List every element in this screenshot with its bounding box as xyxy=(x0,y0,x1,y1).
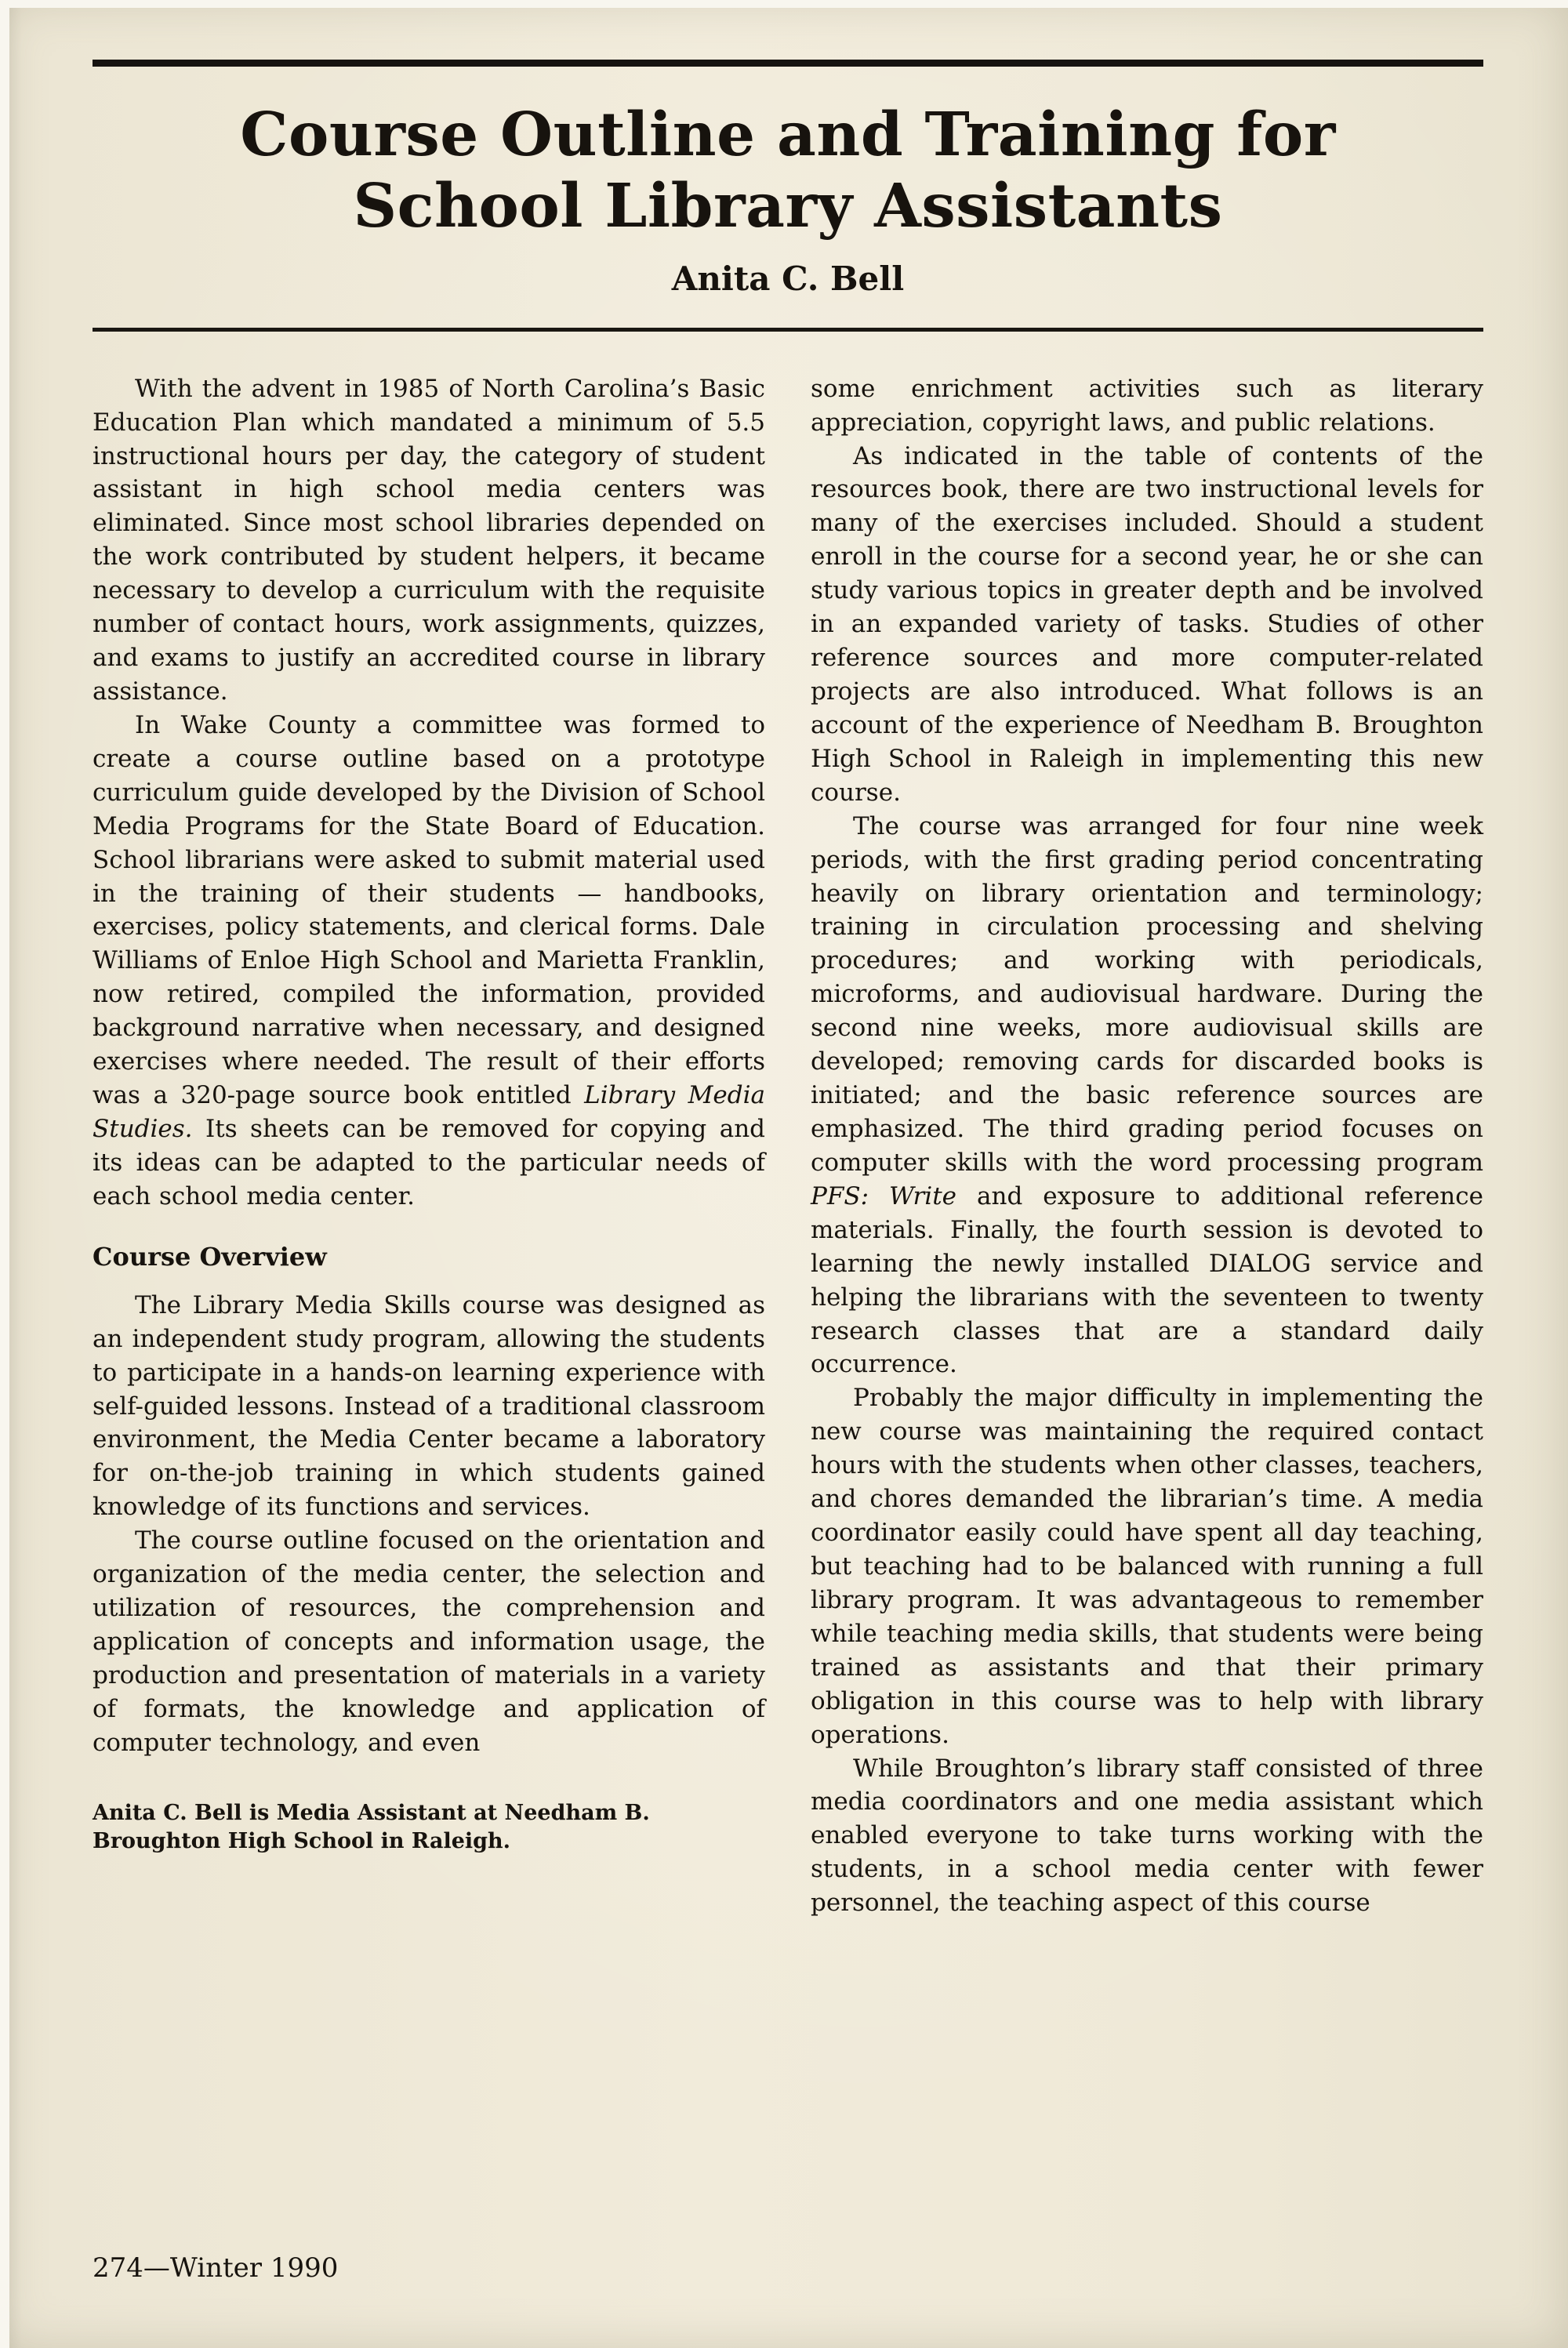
paragraph-3: The Library Media Skills course was designed as an independent study program, allowing the students to participate in a hands-on learning experience with self-guided lessons. Instead of a traditional classroom environment, the Media Center became a laboratory for on-the-job training in which students gained knowledge of its functions and services. xyxy=(93,1290,765,1522)
author-footnote: Anita C. Bell is Media Assistant at Needham B. Broughton High School in Raleigh. xyxy=(93,1800,650,1854)
left-column xyxy=(93,372,765,1920)
paragraph-7 xyxy=(811,810,1483,1382)
paragraph-6: As indicated in the table of contents of the resources book, there are two instructional levels for many of the exercises included. Should a student enroll in the course for a second year, he or she can study various topics in greater depth and be involved in an expanded variety of tasks. Studies of other reference sources and more computer-related projects are also introduced. What follows is an account of the experience of Needham B. Broughton High School in Raleigh in implementing this new course. xyxy=(811,441,1483,807)
article-author: Anita C. Bell xyxy=(671,259,905,298)
paragraph-1: With the advent in 1985 of North Carolina’s Basic Education Plan which mandated a minimum of 5.5 instructional hours per day, the category of student assistant in high school media centers was eliminated. Since most school libraries depended on the work contributed by student helpers, it became necessary to develop a curriculum with the requisite number of contact hours, work assignments, quizzes, and exams to justify an accredited course in library assistance. xyxy=(93,374,765,706)
paragraph-5: some enrichment activities such as literary appreciation, copyright laws, and public relations. xyxy=(811,374,1483,437)
top-rule xyxy=(93,60,1483,67)
title-line-1: Course Outline and Training for xyxy=(240,100,1336,170)
page-number-footer: 274—Winter 1990 xyxy=(93,2252,339,2284)
paragraph-2 xyxy=(93,709,765,1214)
paragraph-7-text: The course was arranged for four nine week periods, with the first grading period concentrating heavily on library orientation and terminology; training in circulation processing and shelving procedures; and working with periodicals, microforms, and audiovisual hardware. During the second nine weeks, more audiovisual skills are developed; removing cards for discarded books is initiated; and the basic reference sources are emphasized. The third grading period focuses on computer skills with the word processing program xyxy=(811,811,1483,1177)
paragraph-2-text-cont: Its sheets can be removed for copying and its ideas can be adapted to the particular needs of each school media center. xyxy=(93,1115,765,1210)
paragraph-4: The course outline focused on the orientation and organization of the media center, the selection and utilization of resources, the comprehension and application of concepts and information usage, the production and presentation of materials in a variety of formats, the knowledge and application of computer technology, and even xyxy=(93,1526,765,1757)
software-title-italic: PFS: Write xyxy=(811,1181,957,1210)
divider-rule xyxy=(93,328,1483,332)
title-line-2: School Library Assistants xyxy=(353,170,1223,241)
paragraph-2-text: In Wake County a committee was formed to create a course outline based on a prototype curriculum guide developed by the Division of School Media Programs for the State Board of Education. School librarians were asked to submit material used in the training of their students — handbooks, exercises, policy statements, and clerical forms. Dale Williams of Enloe High School and Marietta Franklin, now retired, compiled the information, provided background narrative when necessary, and designed exercises where needed. The result of their efforts was a 320-page source book entitled xyxy=(93,710,765,1110)
article-body xyxy=(93,372,1483,1920)
article-title xyxy=(93,100,1483,242)
paragraph-9: While Broughton’s library staff consisted of three media coordinators and one media assistant which enabled everyone to take turns working with the students, in a school media center with fewer personnel, the teaching aspect of this course xyxy=(811,1754,1483,1918)
book-title-italic: Library Media Studies. xyxy=(93,1081,765,1143)
right-column xyxy=(811,372,1483,1920)
paragraph-8: Probably the major difficulty in implementing the new course was maintaining the required contact hours with the students when other classes, teachers, and chores demanded the librarian’s time. A media coordinator easily could have spent all day teaching, but teaching had to be balanced with running a full library program. It was advantageous to remember while teaching media skills, that students were being trained as assistants and that their primary obligation in this course was to help with library operations. xyxy=(811,1384,1483,1749)
section-heading-course-overview: Course Overview xyxy=(93,1241,327,1272)
paragraph-7-text-cont: and exposure to additional reference materials. Finally, the fourth session is devoted to learning the newly installed DIALOG service and helping the librarians with the seventeen to twenty research classes that are a standard daily occurrence. xyxy=(811,1181,1483,1379)
